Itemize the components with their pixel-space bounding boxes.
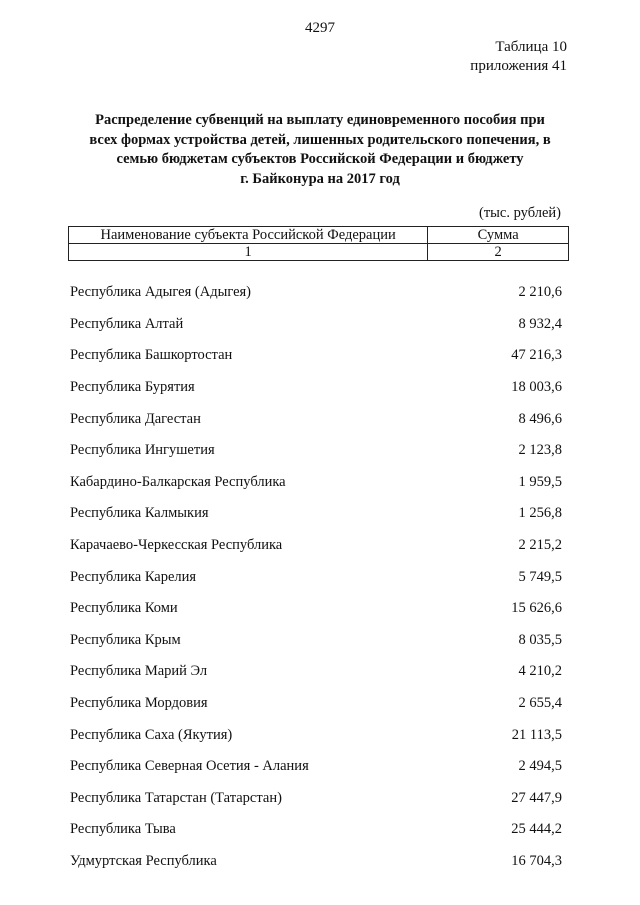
title-line-3: семью бюджетам субъектов Российской Федерации и бюджету bbox=[116, 151, 524, 167]
subject-name: Республика Адыгея (Адыгея) bbox=[70, 284, 252, 301]
subject-name: Республика Северная Осетия - Алания bbox=[70, 758, 309, 775]
subject-name: Республика Марий Эл bbox=[70, 663, 208, 680]
subject-amount: 2 655,4 bbox=[518, 695, 562, 712]
table-row bbox=[70, 656, 562, 688]
subject-name: Кабардино-Балкарская Республика bbox=[70, 473, 286, 490]
table-row bbox=[70, 340, 562, 372]
table-header bbox=[68, 226, 569, 261]
table-row bbox=[70, 593, 562, 625]
table-row bbox=[70, 467, 562, 499]
table-row bbox=[70, 783, 562, 815]
subject-amount: 2 494,5 bbox=[518, 758, 562, 775]
table-row bbox=[70, 719, 562, 751]
subject-name: Карачаево-Черкесская Республика bbox=[70, 537, 283, 554]
table-row bbox=[70, 625, 562, 657]
header-subject: Наименование субъекта Российской Федерации bbox=[69, 227, 428, 244]
table-row bbox=[70, 372, 562, 404]
title-line-1: Распределение субвенций на выплату единовременного пособия при bbox=[95, 112, 545, 128]
subject-amount: 1 256,8 bbox=[518, 505, 562, 522]
unit-label: (тыс. рублей) bbox=[479, 205, 561, 221]
table-reference-line-1: Таблица 10 bbox=[495, 39, 567, 55]
subject-amount: 5 749,5 bbox=[518, 568, 562, 585]
table-row bbox=[70, 435, 562, 467]
title-line-2: всех формах устройства детей, лишенных родительского попечения, в bbox=[89, 131, 551, 148]
table-row bbox=[70, 277, 562, 309]
subject-amount: 2 215,2 bbox=[518, 537, 562, 554]
subject-name: Республика Мордовия bbox=[70, 695, 208, 712]
table-row bbox=[70, 309, 562, 341]
subject-amount: 1 959,5 bbox=[518, 473, 562, 490]
table-row bbox=[70, 403, 562, 435]
subject-amount: 8 932,4 bbox=[518, 315, 562, 332]
subject-amount: 2 210,6 bbox=[518, 284, 562, 301]
subject-name: Республика Алтай bbox=[70, 315, 184, 332]
table-reference-line-2: приложения 41 bbox=[470, 58, 567, 74]
table-row bbox=[70, 751, 562, 783]
subject-name: Республика Саха (Якутия) bbox=[70, 726, 233, 743]
table-row bbox=[70, 561, 562, 593]
subject-amount: 2 123,8 bbox=[518, 442, 562, 459]
subject-amount: 8 496,6 bbox=[518, 410, 562, 427]
subject-name: Республика Калмыкия bbox=[70, 505, 209, 522]
subject-name: Республика Башкортостан bbox=[70, 347, 233, 364]
subject-amount: 8 035,5 bbox=[518, 631, 562, 648]
subject-amount: 25 444,2 bbox=[511, 821, 562, 838]
table-reference bbox=[470, 38, 567, 76]
subject-name: Республика Татарстан (Татарстан) bbox=[70, 789, 282, 806]
subject-amount: 21 113,5 bbox=[511, 726, 562, 743]
column-number-2: 2 bbox=[428, 244, 569, 261]
column-number-1: 1 bbox=[69, 244, 428, 261]
table-row bbox=[70, 814, 562, 846]
subject-name: Республика Дагестан bbox=[70, 410, 201, 427]
title-line-4: г. Байконура на 2017 год bbox=[240, 170, 400, 187]
table-row bbox=[70, 530, 562, 562]
subject-name: Республика Бурятия bbox=[70, 379, 195, 396]
header-amount: Сумма bbox=[428, 227, 569, 244]
subject-amount: 15 626,6 bbox=[511, 600, 562, 617]
subject-amount: 47 216,3 bbox=[511, 347, 562, 364]
page-number: 4297 bbox=[305, 20, 335, 36]
table-row bbox=[70, 688, 562, 720]
table-row bbox=[70, 846, 562, 878]
subject-name: Республика Крым bbox=[70, 631, 181, 648]
header-row bbox=[69, 227, 569, 244]
column-number-row bbox=[69, 244, 569, 261]
subject-name: Республика Коми bbox=[70, 600, 178, 617]
subject-amount: 27 447,9 bbox=[511, 789, 562, 806]
subject-name: Республика Карелия bbox=[70, 568, 197, 585]
table-row bbox=[70, 498, 562, 530]
subject-amount: 16 704,3 bbox=[511, 852, 562, 869]
subject-name: Удмуртская Республика bbox=[70, 852, 217, 869]
subject-amount: 18 003,6 bbox=[511, 379, 562, 396]
subject-name: Республика Ингушетия bbox=[70, 442, 215, 459]
document-title bbox=[60, 111, 580, 189]
subject-name: Республика Тыва bbox=[70, 821, 176, 838]
table-body bbox=[70, 277, 562, 877]
subject-amount: 4 210,2 bbox=[518, 663, 562, 680]
